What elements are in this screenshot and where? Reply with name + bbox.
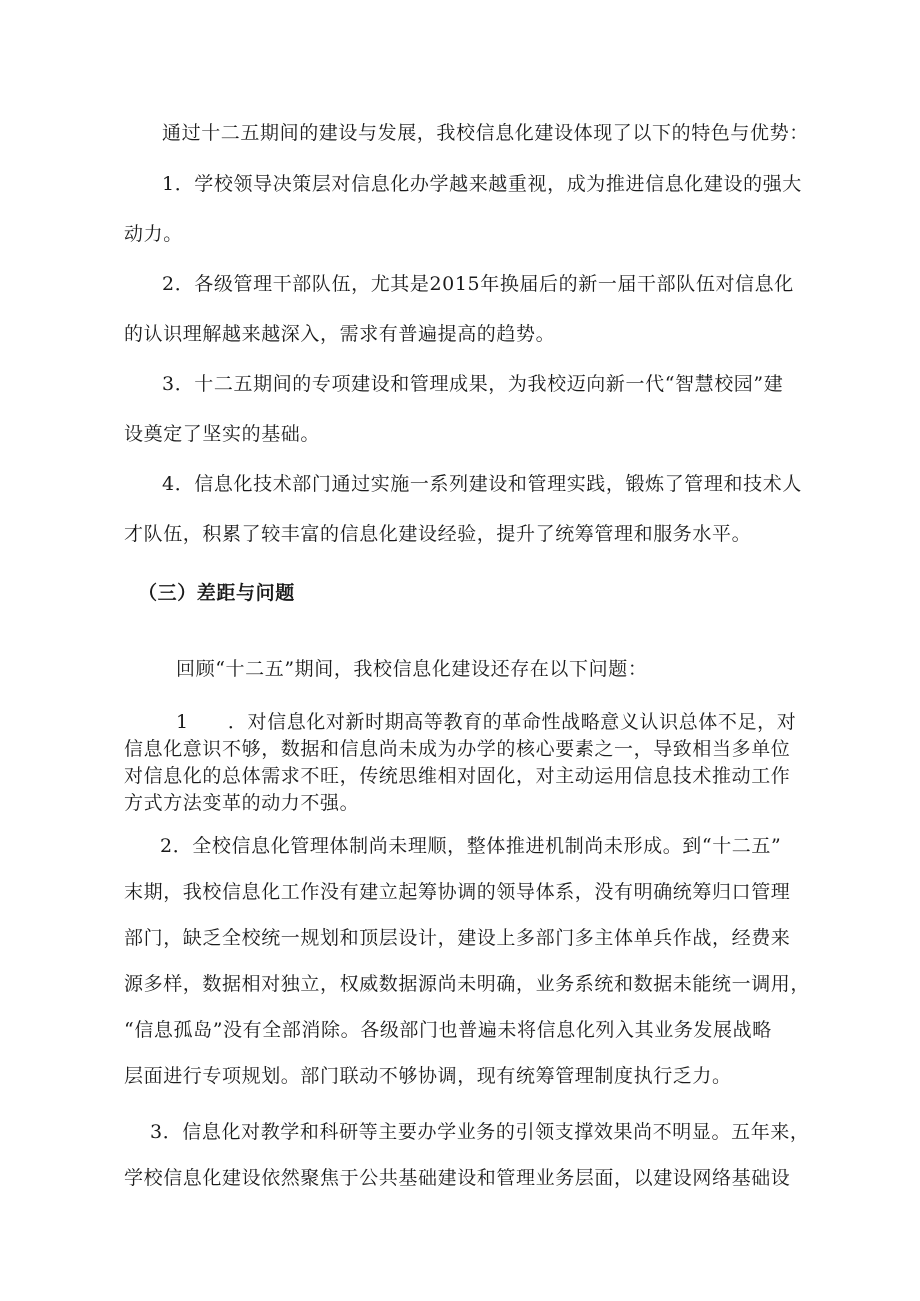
section-heading: （三）差距与问题 bbox=[138, 582, 295, 604]
advantage-item-2-line-1: 2．各级管理干部队伍，尤其是2015年换届后的新一届干部队伍对信息化 bbox=[162, 273, 794, 295]
problem-3-line-2: 学校信息化建设依然聚焦于公共基础建设和管理业务层面，以建设网络基础设 bbox=[124, 1167, 791, 1189]
advantage-item-1-line-2: 动力。 bbox=[124, 223, 183, 245]
advantage-item-4-line-1: 4．信息化技术部门通过实施一系列建设和管理实践，锻炼了管理和技术人 bbox=[162, 473, 802, 495]
advantage-item-3-line-2: 设奠定了坚实的基础。 bbox=[124, 423, 321, 445]
advantage-item-4-line-2: 才队伍，积累了较丰富的信息化建设经验，提升了统筹管理和服务水平。 bbox=[124, 523, 752, 545]
advantage-item-2-line-2: 的认识理解越来越深入，需求有普遍提高的趋势。 bbox=[124, 323, 556, 345]
advantage-item-3-line-1: 3．十二五期间的专项建设和管理成果，为我校迈向新一代“智慧校园”建 bbox=[162, 373, 784, 395]
intro-paragraph: 通过十二五期间的建设与发展，我校信息化建设体现了以下的特色与优势： bbox=[162, 122, 809, 144]
problems-intro: 回顾“十二五”期间，我校信息化建设还存在以下问题： bbox=[176, 658, 648, 680]
problem-3-line-1: 3．信息化对教学和科研等主要办学业务的引领支撑效果尚不明显。五年来， bbox=[150, 1121, 810, 1143]
problem-1-line-3: 对信息化的总体需求不旺，传统思维相对固化，对主动运用信息技术推动工作 bbox=[124, 765, 791, 787]
problem-1-line-4: 方式方法变革的动力不强。 bbox=[124, 792, 360, 814]
problem-1-line-1: 1 ．对信息化对新时期高等教育的革命性战略意义认识总体不足，对 bbox=[176, 711, 797, 733]
problem-1-line-2: 信息化意识不够，数据和信息尚未成为办学的核心要素之一，导致相当多单位 bbox=[124, 738, 791, 760]
problem-2-line-2: 末期，我校信息化工作没有建立起筹协调的领导体系，没有明确统筹归口管理 bbox=[124, 881, 791, 903]
problem-2-line-5: “信息孤岛”没有全部消除。各级部门也普遍未将信息化列入其业务发展战略 bbox=[124, 1019, 772, 1041]
advantage-item-1-line-1: 1．学校领导决策层对信息化办学越来越重视，成为推进信息化建设的强大 bbox=[162, 173, 802, 195]
problem-2-line-6: 层面进行专项规划。部门联动不够协调，现有统筹管理制度执行乏力。 bbox=[124, 1065, 732, 1087]
problem-2-line-4: 源多样，数据相对独立，权威数据源尚未明确，业务系统和数据未能统一调用， bbox=[124, 973, 811, 995]
problem-2-line-3: 部门，缺乏全校统一规划和顶层设计，建设上多部门多主体单兵作战，经费来 bbox=[124, 927, 791, 949]
problem-2-line-1: 2．全校信息化管理体制尚未理顺，整体推进机制尚未形成。到“十二五” bbox=[160, 835, 782, 857]
